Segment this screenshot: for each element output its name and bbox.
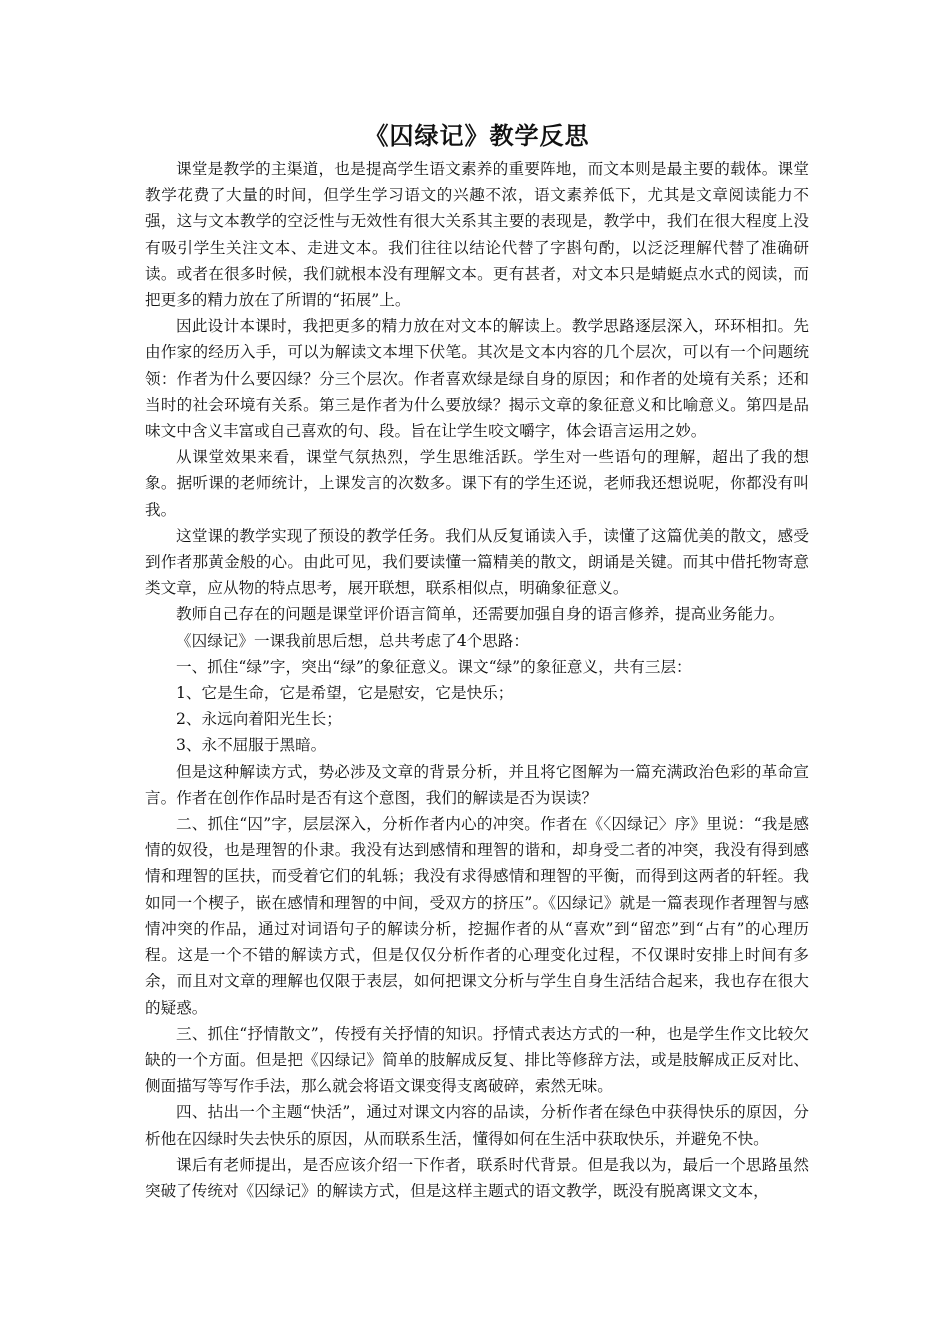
paragraph-approach-one: 一、抓住“绿”字，突出“绿”的象征意义。课文“绿”的象征意义，共有三层： bbox=[176, 657, 692, 676]
paragraph-intro: 课堂是教学的主渠道，也是提高学生语文素养的重要阵地，而文本则是最主要的载体。课堂教学花费了大量的时间，但学生学习语文的兴趣不浓，语文素养低下，尤其是文章阅读能力不强，这与文本教学的空泛性与无效性有很大关系其主要的表现是，教学中，我们在很大程度上没有吸引学生关注文本、走进文本。我们往往以结论代替了字斟句酌，以泛泛理解代替了准确研读。或者在很多时候，我们就根本没有理解文本。更有甚者，对文本只是蜻蜓点水式的阅读，而把更多的精力放在了所谓的“拓展”上。 bbox=[145, 160, 809, 310]
paragraph-approach-three: 三、抓住“抒情散文”，传授有关抒情的知识。抒情式表达方式的一种，也是学生作文比较欠缺的一个方面。但是把《囚绿记》简单的肢解成反复、排比等修辞方法，或是肢解成正反对比、侧面描写等写作手法，那么就会将语文课变得支离破碎，索然无味。 bbox=[145, 1024, 809, 1096]
paragraph-problem: 教师自己存在的问题是课堂评价语言简单，还需要加强自身的语言修养，提高业务能力。 bbox=[176, 605, 785, 624]
document-page bbox=[145, 118, 809, 1204]
paragraph-design: 因此设计本课时，我把更多的精力放在对文本的解读上。教学思路逐层深入，环环相扣。先由作家的经历入手，可以为解读文本埋下伏笔。其次是文本内容的几个层次，可以有一个问题统领：作者为什么要囚绿？分三个层次。作者喜欢绿是绿自身的原因；和作者的处境有关系；还和当时的社会环境有关系。第三是作者为什么要放绿？揭示文章的象征意义和比喻意义。第四是品味文中含义丰富或自己喜欢的句、段。旨在让学生咬文嚼字，体会语言运用之妙。 bbox=[145, 317, 809, 441]
list-item-symbol-2: 2、永远向着阳光生长； bbox=[176, 710, 342, 729]
paragraph-achievement: 这堂课的教学实现了预设的教学任务。我们从反复诵读入手，读懂了这篇优美的散文，感受到作者那黄金般的心。由此可见，我们要读懂一篇精美的散文，朗诵是关键。而其中借托物寄意类文章，应从物的特点思考，展开联想，联系相似点，明确象征意义。 bbox=[145, 526, 809, 598]
list-item-symbol-3: 3、永不屈服于黑暗。 bbox=[176, 736, 327, 755]
list-item-symbol-1: 1、它是生命，它是希望，它是慰安，它是快乐； bbox=[176, 684, 514, 703]
paragraph-approaches-intro: 《囚绿记》一课我前思后想，总共考虑了4个思路： bbox=[176, 631, 529, 650]
document-title: 《囚绿记》教学反思 bbox=[364, 121, 590, 150]
paragraph-approach-one-critique: 但是这种解读方式，势必涉及文章的背景分析，并且将它图解为一篇充满政治色彩的革命宣言。作者在创作作品时是否有这个意图，我们的解读是否为误读？ bbox=[145, 762, 809, 807]
paragraph-after-class: 课后有老师提出，是否应该介绍一下作者，联系时代背景。但是我以为，最后一个思路虽然突破了传统对《囚绿记》的解读方式，但是这样主题式的语文教学，既没有脱离课文文本， bbox=[145, 1155, 809, 1200]
paragraph-effect: 从课堂效果来看，课堂气氛热烈，学生思维活跃。学生对一些语句的理解，超出了我的想象。据听课的老师统计，上课发言的次数多。课下有的学生还说，老师我还想说呢，你都没有叫我。 bbox=[145, 448, 809, 519]
paragraph-approach-four: 四、拈出一个主题“快活”，通过对课文内容的品读，分析作者在绿色中获得快乐的原因，分析他在囚绿时失去快乐的原因，从而联系生活，懂得如何在生活中获取快乐，并避免不快。 bbox=[145, 1103, 809, 1148]
paragraph-approach-two: 二、抓住“囚”字，层层深入，分析作者内心的冲突。作者在《〈囚绿记〉序》里说：“我是感情的奴役，也是理智的仆隶。我没有达到感情和理智的谐和，却身受二者的冲突，我没有得到感情和理智的匡扶，而受着它们的轧轹；我没有求得感情和理智的平衡，而得到这两者的轩轾。我如同一个楔子，嵌在感情和理智的中间，受双方的挤压”。《囚绿记》就是一篇表现作者理智与感情冲突的作品，通过对词语句子的解读分析，挖掘作者的从“喜欢”到“留恋”到“占有”的心理历程。这是一个不错的解读方式，但是仅仅分析作者的心理变化过程，不仅课时安排上时间有多余，而且对文章的理解也仅限于表层，如何把课文分析与学生自身生活结合起来，我也存在很大的疑惑。 bbox=[145, 815, 809, 1017]
